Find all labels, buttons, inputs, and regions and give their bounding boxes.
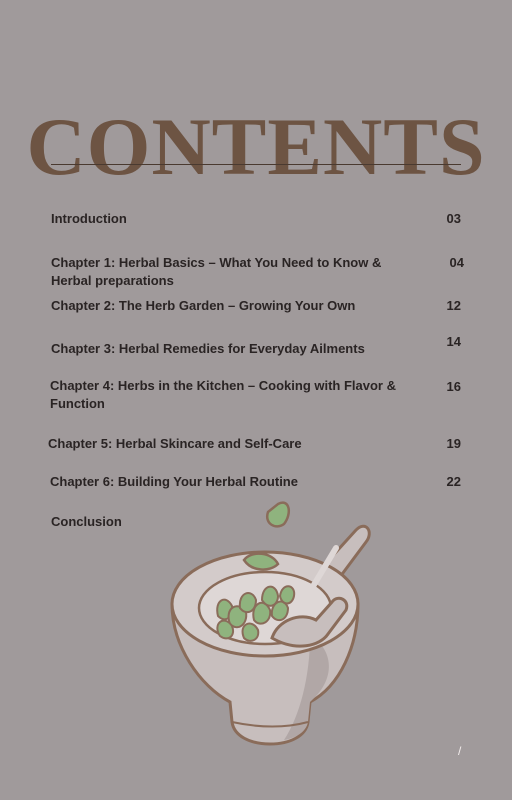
heading-rule [51,164,461,165]
toc-entry-chapter-6[interactable]: Chapter 6: Building Your Herbal Routine [50,474,298,489]
toc-page-chapter-6: 22 [446,474,461,489]
toc-entry-chapter-4[interactable]: Chapter 4: Herbs in the Kitchen – Cooking with Flavor & Function [50,378,396,411]
toc-entry-chapter-3[interactable]: Chapter 3: Herbal Remedies for Everyday Ailments [51,341,365,356]
toc-page-chapter-3: 14 [446,334,461,349]
toc-entry-introduction[interactable]: Introduction [51,211,127,226]
toc-entry-chapter-5[interactable]: Chapter 5: Herbal Skincare and Self-Care [48,436,302,451]
toc-entry-conclusion[interactable]: Conclusion [51,514,122,529]
toc-page-chapter-2: 12 [446,298,461,313]
corner-mark: / [458,744,462,758]
toc-page-introduction: 03 [446,211,461,226]
toc-page-chapter-1: 04 [449,255,464,270]
toc-page-chapter-4: 16 [446,379,461,394]
toc-page-chapter-5: 19 [446,436,461,451]
mortar-and-pestle-with-herbs-icon [160,496,380,756]
contents-heading: CONTENTS [26,101,486,192]
toc-entry-chapter-2[interactable]: Chapter 2: The Herb Garden – Growing Your Own [51,298,356,313]
toc-entry-chapter-1[interactable]: Chapter 1: Herbal Basics – What You Need to Know & Herbal preparations [51,255,382,288]
